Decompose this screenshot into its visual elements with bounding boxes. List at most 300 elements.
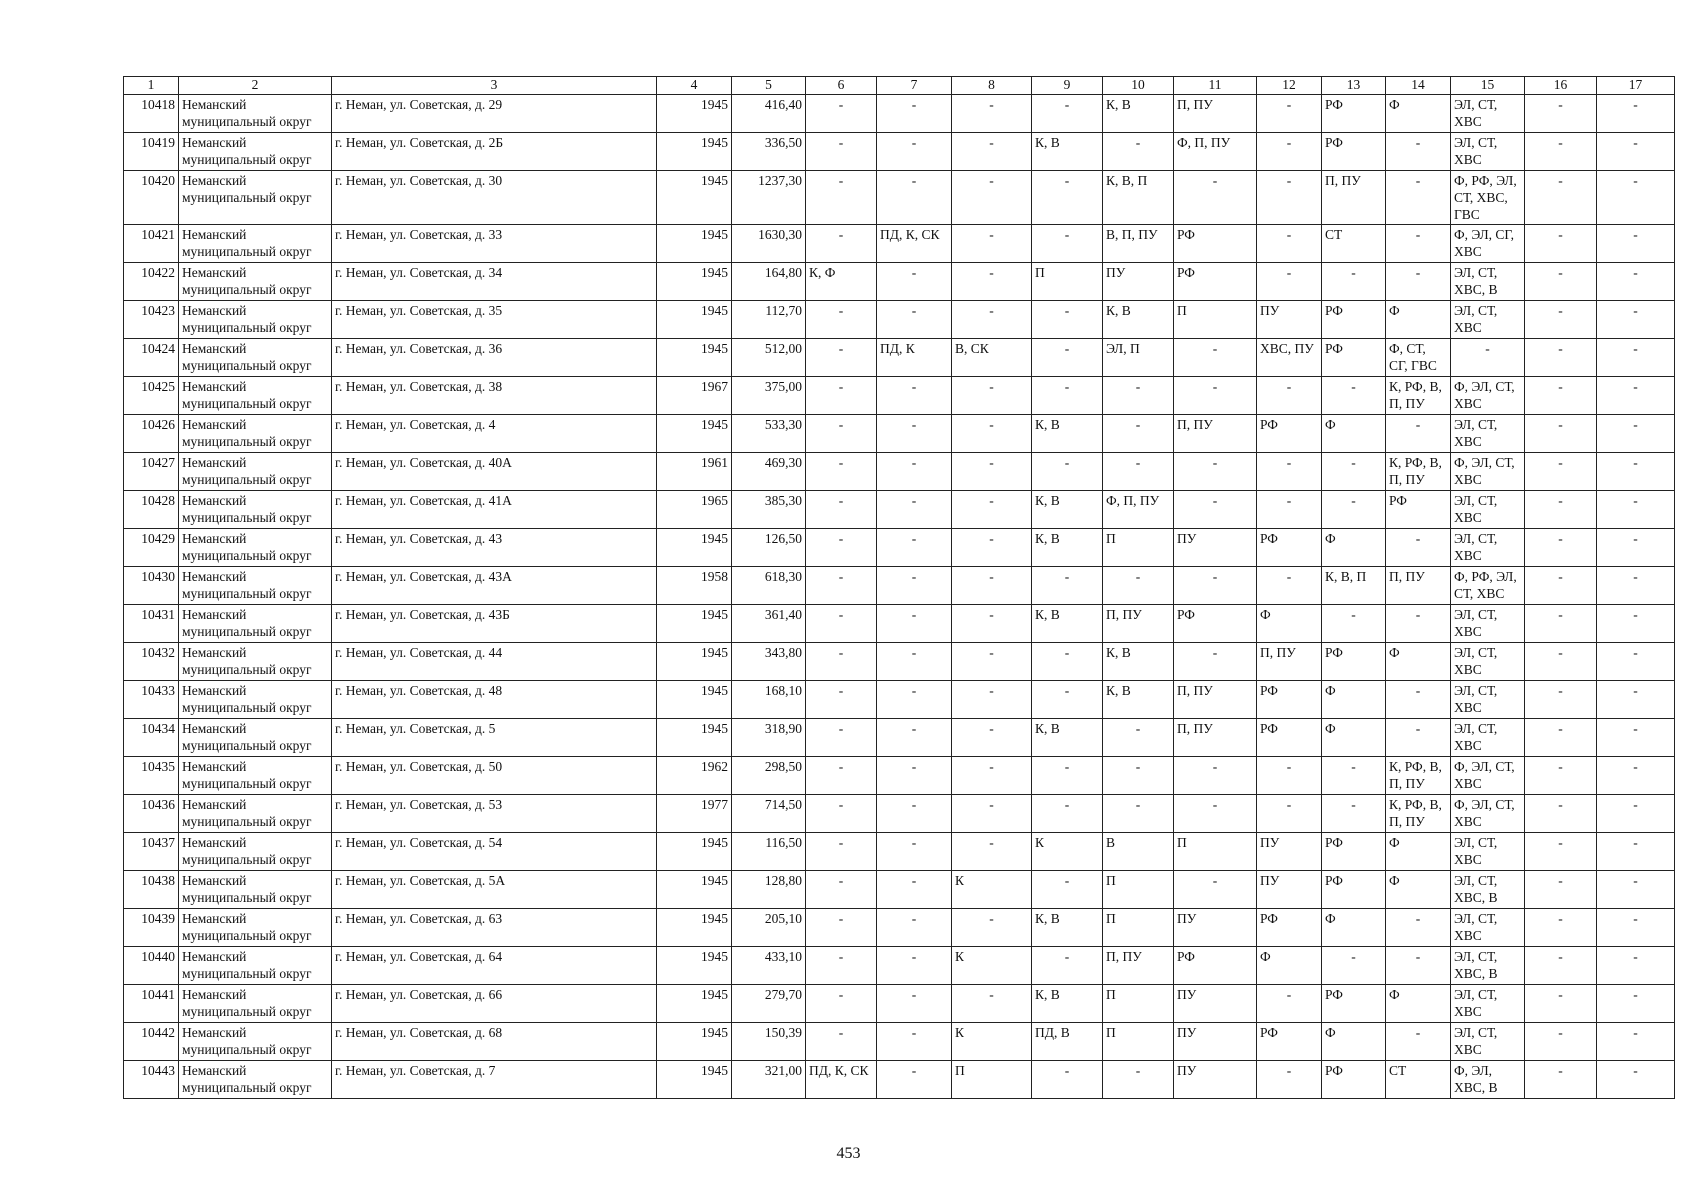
cell-col-11: РФ bbox=[1174, 225, 1257, 263]
cell-col-14: - bbox=[1386, 225, 1451, 263]
cell-col-3: г. Неман, ул. Советская, д. 44 bbox=[332, 643, 657, 681]
cell-col-7: - bbox=[877, 643, 952, 681]
table-row bbox=[124, 833, 1675, 871]
cell-col-6: - bbox=[806, 171, 877, 225]
cell-col-16: - bbox=[1525, 263, 1597, 301]
cell-col-17: - bbox=[1597, 415, 1675, 453]
cell-col-17: - bbox=[1597, 133, 1675, 171]
cell-col-16: - bbox=[1525, 605, 1597, 643]
cell-col-11: - bbox=[1174, 453, 1257, 491]
cell-col-8: - bbox=[952, 719, 1032, 757]
cell-col-5: 321,00 bbox=[732, 1061, 806, 1099]
cell-col-12: П, ПУ bbox=[1257, 643, 1322, 681]
cell-col-8: - bbox=[952, 301, 1032, 339]
cell-col-15: ЭЛ, СТ, ХВС bbox=[1451, 491, 1525, 529]
cell-col-9: - bbox=[1032, 95, 1103, 133]
cell-col-6: - bbox=[806, 339, 877, 377]
cell-col-15: ЭЛ, СТ, ХВС bbox=[1451, 833, 1525, 871]
cell-col-16: - bbox=[1525, 985, 1597, 1023]
cell-col-4: 1965 bbox=[657, 491, 732, 529]
cell-col-10: П bbox=[1103, 529, 1174, 567]
cell-col-11: РФ bbox=[1174, 605, 1257, 643]
table-row bbox=[124, 947, 1675, 985]
cell-col-14: - bbox=[1386, 605, 1451, 643]
cell-col-8: - bbox=[952, 95, 1032, 133]
cell-col-14: Ф bbox=[1386, 985, 1451, 1023]
cell-col-4: 1967 bbox=[657, 377, 732, 415]
table-row bbox=[124, 225, 1675, 263]
cell-col-9: - bbox=[1032, 339, 1103, 377]
cell-col-5: 205,10 bbox=[732, 909, 806, 947]
cell-col-12: РФ bbox=[1257, 681, 1322, 719]
cell-col-7: - bbox=[877, 757, 952, 795]
cell-col-5: 168,10 bbox=[732, 681, 806, 719]
cell-col-2: Неманский муниципальный округ bbox=[179, 871, 332, 909]
cell-col-5: 112,70 bbox=[732, 301, 806, 339]
cell-col-8: - bbox=[952, 263, 1032, 301]
cell-col-10: - bbox=[1103, 377, 1174, 415]
cell-col-10: П bbox=[1103, 1023, 1174, 1061]
cell-col-7: - bbox=[877, 871, 952, 909]
cell-col-11: П, ПУ bbox=[1174, 681, 1257, 719]
cell-col-2: Неманский муниципальный округ bbox=[179, 301, 332, 339]
table-row bbox=[124, 681, 1675, 719]
cell-col-11: - bbox=[1174, 643, 1257, 681]
cell-col-7: - bbox=[877, 719, 952, 757]
cell-col-2: Неманский муниципальный округ bbox=[179, 453, 332, 491]
cell-col-9: - bbox=[1032, 225, 1103, 263]
cell-col-1: 10438 bbox=[124, 871, 179, 909]
cell-col-2: Неманский муниципальный округ bbox=[179, 1023, 332, 1061]
cell-col-10: Ф, П, ПУ bbox=[1103, 491, 1174, 529]
column-number-1: 1 bbox=[124, 77, 179, 95]
cell-col-13: - bbox=[1322, 377, 1386, 415]
cell-col-13: Ф bbox=[1322, 529, 1386, 567]
cell-col-16: - bbox=[1525, 95, 1597, 133]
cell-col-17: - bbox=[1597, 719, 1675, 757]
table-row bbox=[124, 491, 1675, 529]
cell-col-13: РФ bbox=[1322, 301, 1386, 339]
cell-col-7: - bbox=[877, 491, 952, 529]
cell-col-3: г. Неман, ул. Советская, д. 41А bbox=[332, 491, 657, 529]
cell-col-14: - bbox=[1386, 719, 1451, 757]
cell-col-10: К, В bbox=[1103, 681, 1174, 719]
cell-col-10: - bbox=[1103, 757, 1174, 795]
cell-col-6: - bbox=[806, 643, 877, 681]
cell-col-3: г. Неман, ул. Советская, д. 63 bbox=[332, 909, 657, 947]
cell-col-5: 433,10 bbox=[732, 947, 806, 985]
cell-col-4: 1945 bbox=[657, 605, 732, 643]
cell-col-14: К, РФ, В, П, ПУ bbox=[1386, 453, 1451, 491]
cell-col-6: - bbox=[806, 757, 877, 795]
cell-col-6: - bbox=[806, 833, 877, 871]
cell-col-11: ПУ bbox=[1174, 909, 1257, 947]
table-row bbox=[124, 871, 1675, 909]
cell-col-17: - bbox=[1597, 377, 1675, 415]
cell-col-14: - bbox=[1386, 1023, 1451, 1061]
cell-col-10: - bbox=[1103, 415, 1174, 453]
cell-col-14: - bbox=[1386, 263, 1451, 301]
cell-col-15: Ф, ЭЛ, СТ, ХВС bbox=[1451, 757, 1525, 795]
cell-col-9: - bbox=[1032, 871, 1103, 909]
cell-col-12: - bbox=[1257, 171, 1322, 225]
cell-col-11: ПУ bbox=[1174, 1061, 1257, 1099]
cell-col-4: 1945 bbox=[657, 95, 732, 133]
cell-col-12: ПУ bbox=[1257, 871, 1322, 909]
cell-col-13: - bbox=[1322, 605, 1386, 643]
cell-col-6: - bbox=[806, 1023, 877, 1061]
column-number-14: 14 bbox=[1386, 77, 1451, 95]
cell-col-12: ХВС, ПУ bbox=[1257, 339, 1322, 377]
cell-col-13: - bbox=[1322, 491, 1386, 529]
cell-col-15: Ф, ЭЛ, СТ, ХВС bbox=[1451, 453, 1525, 491]
cell-col-16: - bbox=[1525, 643, 1597, 681]
cell-col-5: 714,50 bbox=[732, 795, 806, 833]
cell-col-16: - bbox=[1525, 133, 1597, 171]
cell-col-9: К, В bbox=[1032, 133, 1103, 171]
cell-col-9: - bbox=[1032, 681, 1103, 719]
cell-col-8: - bbox=[952, 529, 1032, 567]
cell-col-13: - bbox=[1322, 453, 1386, 491]
table-row bbox=[124, 171, 1675, 225]
cell-col-13: Ф bbox=[1322, 681, 1386, 719]
cell-col-10: В bbox=[1103, 833, 1174, 871]
cell-col-9: - bbox=[1032, 567, 1103, 605]
cell-col-8: К bbox=[952, 947, 1032, 985]
column-number-8: 8 bbox=[952, 77, 1032, 95]
table-row bbox=[124, 643, 1675, 681]
cell-col-10: К, В, П bbox=[1103, 171, 1174, 225]
cell-col-11: П bbox=[1174, 833, 1257, 871]
cell-col-17: - bbox=[1597, 491, 1675, 529]
cell-col-11: ПУ bbox=[1174, 529, 1257, 567]
column-number-5: 5 bbox=[732, 77, 806, 95]
cell-col-1: 10419 bbox=[124, 133, 179, 171]
cell-col-14: - bbox=[1386, 529, 1451, 567]
cell-col-1: 10428 bbox=[124, 491, 179, 529]
cell-col-7: - bbox=[877, 453, 952, 491]
cell-col-7: - bbox=[877, 1061, 952, 1099]
cell-col-3: г. Неман, ул. Советская, д. 48 bbox=[332, 681, 657, 719]
cell-col-11: - bbox=[1174, 567, 1257, 605]
cell-col-4: 1945 bbox=[657, 1061, 732, 1099]
cell-col-17: - bbox=[1597, 301, 1675, 339]
cell-col-16: - bbox=[1525, 833, 1597, 871]
cell-col-5: 150,39 bbox=[732, 1023, 806, 1061]
cell-col-15: ЭЛ, СТ, ХВС bbox=[1451, 985, 1525, 1023]
cell-col-15: ЭЛ, СТ, ХВС bbox=[1451, 301, 1525, 339]
cell-col-14: Ф bbox=[1386, 301, 1451, 339]
cell-col-9: К, В bbox=[1032, 719, 1103, 757]
cell-col-16: - bbox=[1525, 947, 1597, 985]
cell-col-13: СТ bbox=[1322, 225, 1386, 263]
cell-col-10: П bbox=[1103, 909, 1174, 947]
cell-col-6: - bbox=[806, 225, 877, 263]
cell-col-3: г. Неман, ул. Советская, д. 30 bbox=[332, 171, 657, 225]
cell-col-12: - bbox=[1257, 567, 1322, 605]
cell-col-8: - bbox=[952, 491, 1032, 529]
cell-col-8: - bbox=[952, 909, 1032, 947]
cell-col-16: - bbox=[1525, 301, 1597, 339]
cell-col-1: 10435 bbox=[124, 757, 179, 795]
cell-col-7: ПД, К, СК bbox=[877, 225, 952, 263]
cell-col-7: - bbox=[877, 567, 952, 605]
column-number-7: 7 bbox=[877, 77, 952, 95]
cell-col-16: - bbox=[1525, 1023, 1597, 1061]
cell-col-15: ЭЛ, СТ, ХВС bbox=[1451, 1023, 1525, 1061]
cell-col-4: 1977 bbox=[657, 795, 732, 833]
table-row bbox=[124, 1061, 1675, 1099]
cell-col-10: - bbox=[1103, 1061, 1174, 1099]
cell-col-14: П, ПУ bbox=[1386, 567, 1451, 605]
cell-col-8: - bbox=[952, 605, 1032, 643]
cell-col-1: 10422 bbox=[124, 263, 179, 301]
cell-col-17: - bbox=[1597, 339, 1675, 377]
cell-col-2: Неманский муниципальный округ bbox=[179, 909, 332, 947]
cell-col-12: - bbox=[1257, 757, 1322, 795]
table-row bbox=[124, 1023, 1675, 1061]
cell-col-4: 1945 bbox=[657, 985, 732, 1023]
cell-col-13: РФ bbox=[1322, 871, 1386, 909]
cell-col-2: Неманский муниципальный округ bbox=[179, 339, 332, 377]
cell-col-4: 1945 bbox=[657, 415, 732, 453]
cell-col-15: ЭЛ, СТ, ХВС bbox=[1451, 909, 1525, 947]
cell-col-13: - bbox=[1322, 263, 1386, 301]
cell-col-3: г. Неман, ул. Советская, д. 5А bbox=[332, 871, 657, 909]
cell-col-10: К, В bbox=[1103, 301, 1174, 339]
table-row bbox=[124, 339, 1675, 377]
cell-col-2: Неманский муниципальный округ bbox=[179, 567, 332, 605]
cell-col-8: - bbox=[952, 643, 1032, 681]
cell-col-4: 1945 bbox=[657, 871, 732, 909]
cell-col-9: - bbox=[1032, 947, 1103, 985]
column-number-6: 6 bbox=[806, 77, 877, 95]
cell-col-17: - bbox=[1597, 795, 1675, 833]
cell-col-2: Неманский муниципальный округ bbox=[179, 833, 332, 871]
cell-col-3: г. Неман, ул. Советская, д. 53 bbox=[332, 795, 657, 833]
cell-col-9: - bbox=[1032, 171, 1103, 225]
cell-col-2: Неманский муниципальный округ bbox=[179, 263, 332, 301]
cell-col-10: П, ПУ bbox=[1103, 605, 1174, 643]
column-number-2: 2 bbox=[179, 77, 332, 95]
cell-col-4: 1945 bbox=[657, 833, 732, 871]
cell-col-7: - bbox=[877, 377, 952, 415]
table-row bbox=[124, 377, 1675, 415]
cell-col-15: ЭЛ, СТ, ХВС bbox=[1451, 681, 1525, 719]
cell-col-15: ЭЛ, СТ, ХВС, В bbox=[1451, 947, 1525, 985]
cell-col-2: Неманский муниципальный округ bbox=[179, 491, 332, 529]
table-row bbox=[124, 757, 1675, 795]
table-row bbox=[124, 567, 1675, 605]
cell-col-3: г. Неман, ул. Советская, д. 2Б bbox=[332, 133, 657, 171]
table-row bbox=[124, 95, 1675, 133]
cell-col-17: - bbox=[1597, 453, 1675, 491]
cell-col-14: - bbox=[1386, 909, 1451, 947]
cell-col-6: К, Ф bbox=[806, 263, 877, 301]
cell-col-4: 1945 bbox=[657, 947, 732, 985]
cell-col-3: г. Неман, ул. Советская, д. 66 bbox=[332, 985, 657, 1023]
table-body bbox=[124, 95, 1675, 1099]
column-number-16: 16 bbox=[1525, 77, 1597, 95]
cell-col-11: - bbox=[1174, 871, 1257, 909]
cell-col-11: П, ПУ bbox=[1174, 95, 1257, 133]
cell-col-12: РФ bbox=[1257, 719, 1322, 757]
cell-col-6: - bbox=[806, 453, 877, 491]
cell-col-3: г. Неман, ул. Советская, д. 36 bbox=[332, 339, 657, 377]
table-row bbox=[124, 453, 1675, 491]
cell-col-16: - bbox=[1525, 171, 1597, 225]
table-row bbox=[124, 719, 1675, 757]
cell-col-15: Ф, ЭЛ, СТ, ХВС bbox=[1451, 377, 1525, 415]
cell-col-15: Ф, РФ, ЭЛ, СТ, ХВС, ГВС bbox=[1451, 171, 1525, 225]
cell-col-13: Ф bbox=[1322, 909, 1386, 947]
cell-col-17: - bbox=[1597, 171, 1675, 225]
cell-col-2: Неманский муниципальный округ bbox=[179, 681, 332, 719]
cell-col-14: РФ bbox=[1386, 491, 1451, 529]
cell-col-12: - bbox=[1257, 133, 1322, 171]
cell-col-15: ЭЛ, СТ, ХВС bbox=[1451, 605, 1525, 643]
cell-col-16: - bbox=[1525, 339, 1597, 377]
cell-col-1: 10421 bbox=[124, 225, 179, 263]
cell-col-1: 10436 bbox=[124, 795, 179, 833]
cell-col-1: 10441 bbox=[124, 985, 179, 1023]
cell-col-15: ЭЛ, СТ, ХВС bbox=[1451, 133, 1525, 171]
cell-col-6: - bbox=[806, 567, 877, 605]
cell-col-9: - bbox=[1032, 1061, 1103, 1099]
cell-col-2: Неманский муниципальный округ bbox=[179, 985, 332, 1023]
cell-col-5: 164,80 bbox=[732, 263, 806, 301]
cell-col-13: РФ bbox=[1322, 339, 1386, 377]
cell-col-14: - bbox=[1386, 171, 1451, 225]
cell-col-5: 128,80 bbox=[732, 871, 806, 909]
cell-col-2: Неманский муниципальный округ bbox=[179, 795, 332, 833]
table-row bbox=[124, 263, 1675, 301]
cell-col-1: 10439 bbox=[124, 909, 179, 947]
cell-col-8: - bbox=[952, 757, 1032, 795]
cell-col-11: - bbox=[1174, 757, 1257, 795]
cell-col-14: Ф, СТ, СГ, ГВС bbox=[1386, 339, 1451, 377]
cell-col-5: 1630,30 bbox=[732, 225, 806, 263]
table-row bbox=[124, 605, 1675, 643]
cell-col-12: - bbox=[1257, 795, 1322, 833]
cell-col-4: 1945 bbox=[657, 529, 732, 567]
column-number-row bbox=[124, 77, 1675, 95]
cell-col-11: П bbox=[1174, 301, 1257, 339]
cell-col-1: 10418 bbox=[124, 95, 179, 133]
cell-col-13: РФ bbox=[1322, 833, 1386, 871]
cell-col-10: П bbox=[1103, 985, 1174, 1023]
cell-col-5: 126,50 bbox=[732, 529, 806, 567]
column-number-13: 13 bbox=[1322, 77, 1386, 95]
cell-col-8: - bbox=[952, 681, 1032, 719]
cell-col-2: Неманский муниципальный округ bbox=[179, 133, 332, 171]
cell-col-15: Ф, ЭЛ, СТ, ХВС bbox=[1451, 795, 1525, 833]
cell-col-14: К, РФ, В, П, ПУ bbox=[1386, 377, 1451, 415]
cell-col-3: г. Неман, ул. Советская, д. 43Б bbox=[332, 605, 657, 643]
cell-col-7: - bbox=[877, 833, 952, 871]
cell-col-8: - bbox=[952, 415, 1032, 453]
cell-col-8: - bbox=[952, 833, 1032, 871]
cell-col-17: - bbox=[1597, 985, 1675, 1023]
cell-col-5: 1237,30 bbox=[732, 171, 806, 225]
cell-col-5: 469,30 bbox=[732, 453, 806, 491]
column-number-17: 17 bbox=[1597, 77, 1675, 95]
cell-col-14: Ф bbox=[1386, 871, 1451, 909]
cell-col-13: Ф bbox=[1322, 1023, 1386, 1061]
cell-col-14: Ф bbox=[1386, 833, 1451, 871]
cell-col-14: - bbox=[1386, 947, 1451, 985]
cell-col-4: 1945 bbox=[657, 681, 732, 719]
cell-col-13: Ф bbox=[1322, 719, 1386, 757]
cell-col-9: К, В bbox=[1032, 605, 1103, 643]
cell-col-6: - bbox=[806, 301, 877, 339]
cell-col-14: Ф bbox=[1386, 95, 1451, 133]
cell-col-11: ПУ bbox=[1174, 1023, 1257, 1061]
cell-col-15: ЭЛ, СТ, ХВС, В bbox=[1451, 871, 1525, 909]
cell-col-15: Ф, ЭЛ, ХВС, В bbox=[1451, 1061, 1525, 1099]
cell-col-12: - bbox=[1257, 263, 1322, 301]
cell-col-11: РФ bbox=[1174, 263, 1257, 301]
cell-col-2: Неманский муниципальный округ bbox=[179, 377, 332, 415]
cell-col-8: - bbox=[952, 377, 1032, 415]
column-number-3: 3 bbox=[332, 77, 657, 95]
cell-col-7: - bbox=[877, 415, 952, 453]
table-row bbox=[124, 415, 1675, 453]
cell-col-6: - bbox=[806, 415, 877, 453]
cell-col-14: Ф bbox=[1386, 643, 1451, 681]
cell-col-17: - bbox=[1597, 947, 1675, 985]
cell-col-11: Ф, П, ПУ bbox=[1174, 133, 1257, 171]
cell-col-7: - bbox=[877, 301, 952, 339]
cell-col-15: Ф, РФ, ЭЛ, СТ, ХВС bbox=[1451, 567, 1525, 605]
cell-col-11: РФ bbox=[1174, 947, 1257, 985]
cell-col-4: 1945 bbox=[657, 643, 732, 681]
cell-col-11: - bbox=[1174, 377, 1257, 415]
cell-col-7: - bbox=[877, 263, 952, 301]
cell-col-8: - bbox=[952, 453, 1032, 491]
cell-col-4: 1945 bbox=[657, 719, 732, 757]
cell-col-2: Неманский муниципальный округ bbox=[179, 947, 332, 985]
cell-col-17: - bbox=[1597, 1023, 1675, 1061]
cell-col-15: Ф, ЭЛ, СГ, ХВС bbox=[1451, 225, 1525, 263]
cell-col-6: - bbox=[806, 985, 877, 1023]
cell-col-1: 10426 bbox=[124, 415, 179, 453]
cell-col-2: Неманский муниципальный округ bbox=[179, 757, 332, 795]
cell-col-9: - bbox=[1032, 643, 1103, 681]
table-row bbox=[124, 529, 1675, 567]
cell-col-3: г. Неман, ул. Советская, д. 43 bbox=[332, 529, 657, 567]
cell-col-17: - bbox=[1597, 605, 1675, 643]
cell-col-10: В, П, ПУ bbox=[1103, 225, 1174, 263]
cell-col-8: К bbox=[952, 1023, 1032, 1061]
cell-col-12: - bbox=[1257, 377, 1322, 415]
cell-col-15: ЭЛ, СТ, ХВС bbox=[1451, 529, 1525, 567]
cell-col-12: РФ bbox=[1257, 529, 1322, 567]
register-table bbox=[123, 76, 1675, 1099]
cell-col-13: - bbox=[1322, 795, 1386, 833]
cell-col-3: г. Неман, ул. Советская, д. 33 bbox=[332, 225, 657, 263]
cell-col-1: 10420 bbox=[124, 171, 179, 225]
cell-col-11: - bbox=[1174, 491, 1257, 529]
column-number-4: 4 bbox=[657, 77, 732, 95]
cell-col-9: - bbox=[1032, 301, 1103, 339]
cell-col-7: ПД, К bbox=[877, 339, 952, 377]
table-row bbox=[124, 301, 1675, 339]
cell-col-6: - bbox=[806, 133, 877, 171]
cell-col-2: Неманский муниципальный округ bbox=[179, 415, 332, 453]
cell-col-9: К, В bbox=[1032, 529, 1103, 567]
table-row bbox=[124, 133, 1675, 171]
